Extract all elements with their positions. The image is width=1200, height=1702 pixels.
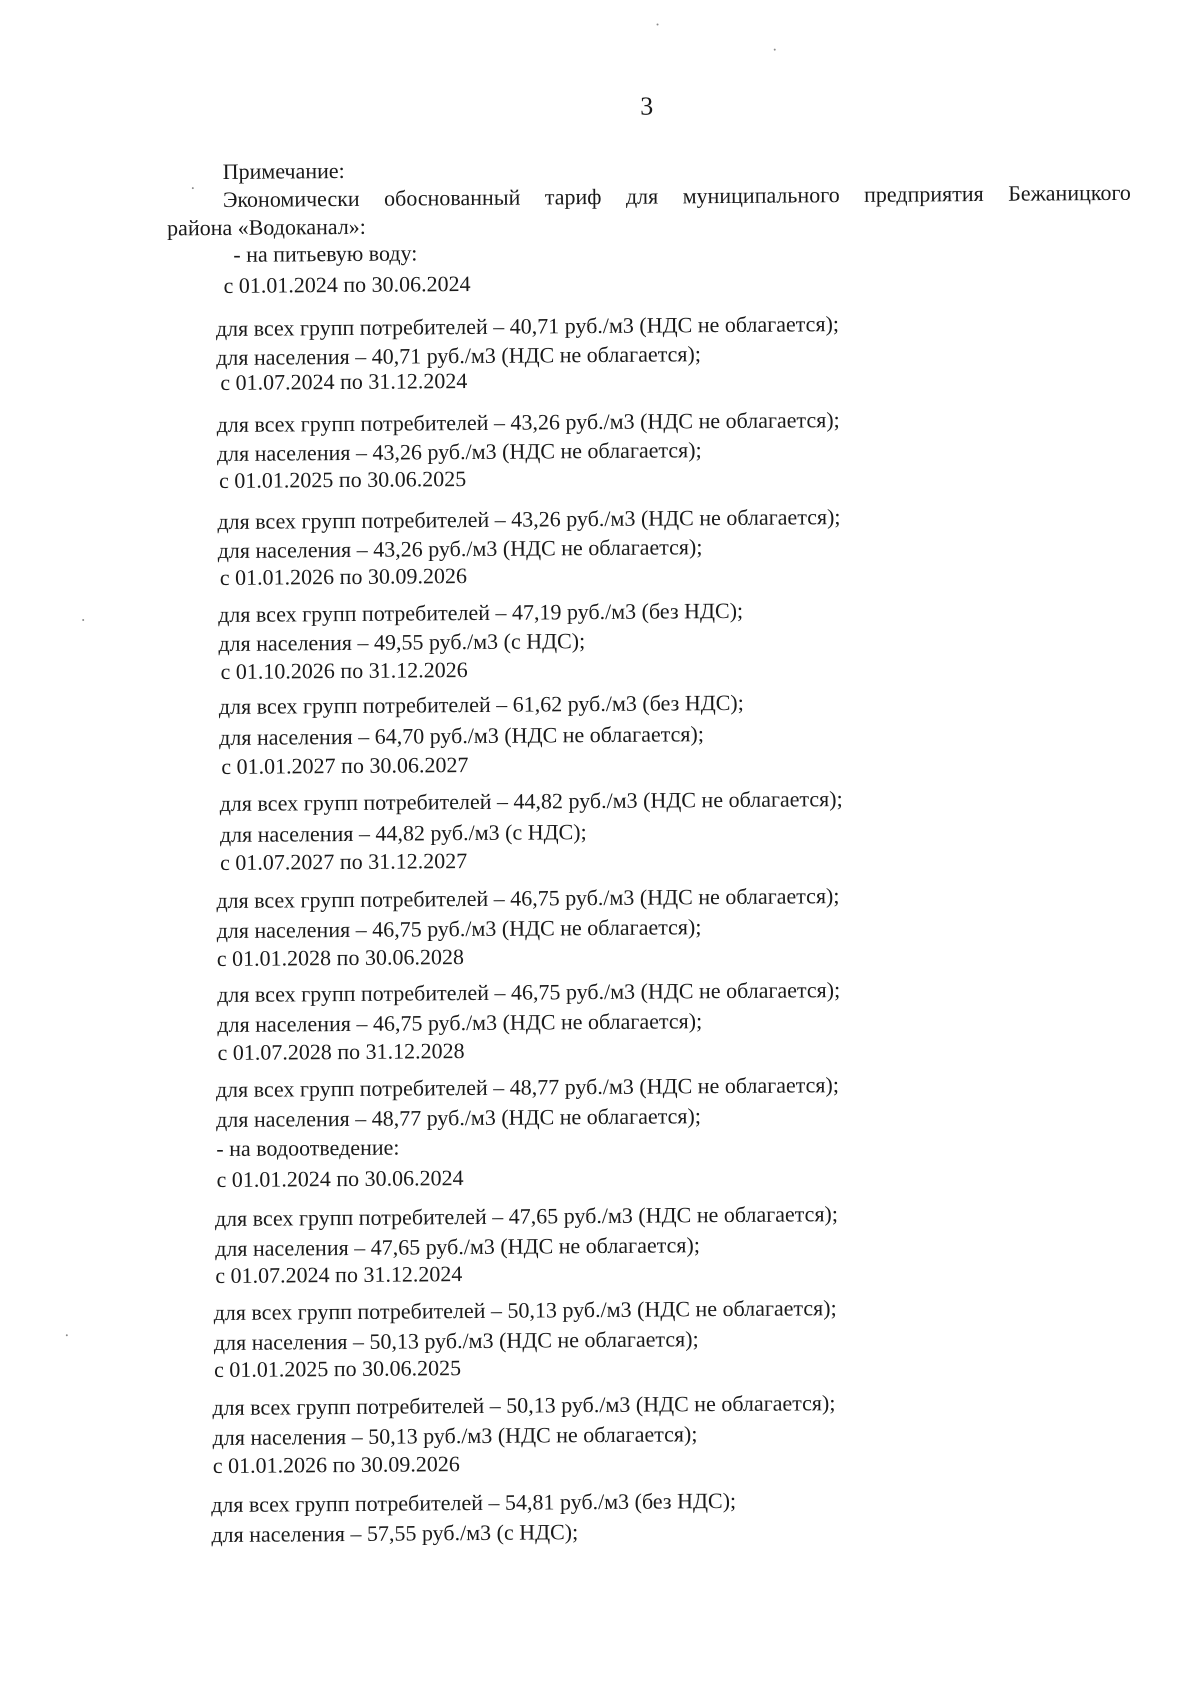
scan-speck [774,49,776,51]
sewage-tariff-all: для всех групп потребителей – 47,65 руб./м3 (НДС не облагается); [214,1201,839,1232]
water-tariff-population: для населения – 49,55 руб./м3 (с НДС); [218,628,586,656]
water-heading: - на питьевую воду: [233,240,418,267]
water-tariff-population: для населения – 46,75 руб./м3 (НДС не облагается); [217,1008,703,1038]
water-period-range: с 01.10.2026 по 31.12.2026 [220,657,468,684]
water-tariff-all: для всех групп потребителей – 46,75 руб./м3 (НДС не облагается); [216,883,840,914]
sewage-tariff-all: для всех групп потребителей – 50,13 руб./м3 (НДС не облагается); [213,1295,837,1326]
water-tariff-population: для населения – 48,77 руб./м3 (НДС не облагается); [216,1103,701,1133]
water-tariff-population: для населения – 64,70 руб./м3 (НДС не облагается); [219,721,704,750]
water-tariff-all: для всех групп потребителей – 48,77 руб./м3 (НДС не облагается); [215,1072,840,1103]
intro-line-2: района «Водоканал»: [167,213,366,241]
water-period-range: с 01.07.2027 по 31.12.2027 [220,848,468,875]
sewage-tariff-all: для всех групп потребителей – 54,81 руб./м3 (без НДС); [211,1487,737,1518]
water-period-range: с 01.01.2024 по 30.06.2024 [223,270,471,298]
water-tariff-all: для всех групп потребителей – 61,62 руб./м3 (без НДС); [218,689,744,719]
note-label: Примечание: [222,157,345,184]
sewage-heading: - на водоотведение: [216,1134,400,1162]
scan-speck [66,1334,68,1336]
water-tariff-population: для населения – 40,71 руб./м3 (НДС не облагается); [216,341,701,370]
water-period-range: с 01.01.2026 по 30.09.2026 [219,563,468,590]
water-tariff-all: для всех групп потребителей – 43,26 руб./м3 (НДС не облагается); [216,407,840,437]
water-period-range: с 01.07.2028 по 31.12.2028 [217,1038,465,1066]
water-tariff-all: для всех групп потребителей – 44,82 руб./м3 (НДС не облагается); [219,786,843,816]
water-tariff-population: для населения – 46,75 руб./м3 (НДС не облагается); [216,914,702,944]
sewage-tariff-population: для населения – 50,13 руб./м3 (НДС не облагается); [212,1421,698,1451]
sewage-period-range: с 01.01.2025 по 30.06.2025 [213,1355,462,1383]
sewage-period-range: с 01.01.2024 по 30.06.2024 [216,1165,464,1193]
water-tariff-population: для населения – 44,82 руб./м3 (с НДС); [219,819,587,847]
page-number: 3 [640,91,654,121]
water-tariff-population: для населения – 43,26 руб./м3 (НДС не облагается); [216,437,702,466]
water-period-range: с 01.01.2027 по 30.06.2027 [221,752,469,779]
water-tariff-all: для всех групп потребителей – 40,71 руб./м3 (НДС не облагается); [215,311,840,342]
scan-speck [657,24,659,26]
scan-speck [82,619,84,621]
sewage-tariff-all: для всех групп потребителей – 50,13 руб./м3 (НДС не облагается); [212,1390,836,1421]
water-tariff-all: для всех групп потребителей – 43,26 руб./м3 (НДС не облагается); [217,504,841,534]
water-period-range: с 01.01.2028 по 30.06.2028 [216,944,464,972]
water-period-range: с 01.07.2024 по 31.12.2024 [220,368,468,395]
sewage-tariff-population: для населения – 47,65 руб./м3 (НДС не облагается); [215,1232,700,1262]
water-tariff-all: для всех групп потребителей – 47,19 руб./м3 (без НДС); [218,597,744,627]
water-tariff-all: для всех групп потребителей – 46,75 руб./м3 (НДС не облагается); [217,977,841,1008]
sewage-period-range: с 01.07.2024 по 31.12.2024 [215,1261,463,1289]
scan-speck [192,187,194,189]
water-tariff-population: для населения – 43,26 руб./м3 (НДС не облагается); [217,534,703,563]
sewage-period-range: с 01.01.2026 по 30.09.2026 [212,1451,460,1479]
water-period-range: с 01.01.2025 по 30.06.2025 [219,466,467,493]
sewage-tariff-population: для населения – 57,55 руб./м3 (с НДС); [211,1519,579,1548]
sewage-tariff-population: для населения – 50,13 руб./м3 (НДС не облагается); [213,1326,699,1356]
intro-line-1: Экономически обоснованный тариф для муниципального предприятия Бежаницкого [222,179,1131,212]
